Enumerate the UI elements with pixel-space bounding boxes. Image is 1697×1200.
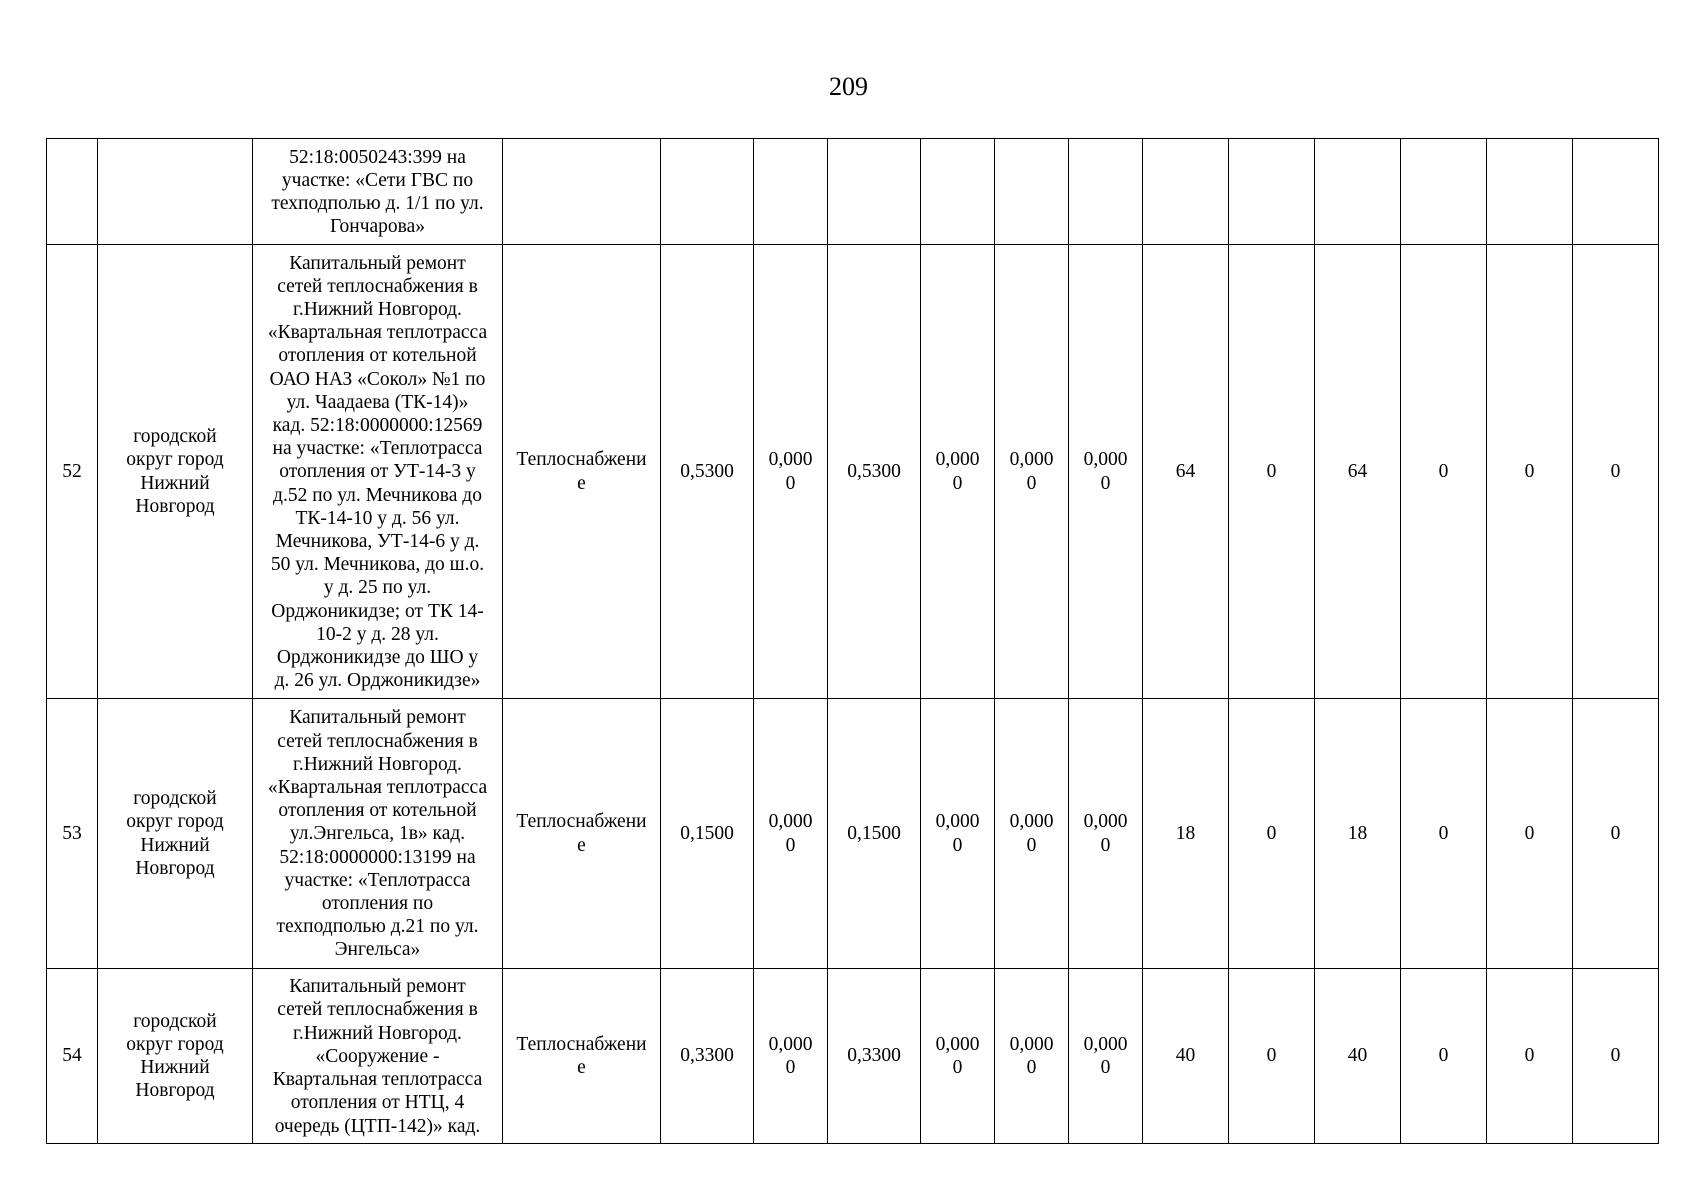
text-line: очередь (ЦТП-142)» кад. <box>274 1115 481 1137</box>
municipality-cell <box>98 969 253 1144</box>
text-line: 0 <box>1026 472 1037 494</box>
description-cell <box>253 245 503 699</box>
length-col5-cell <box>995 969 1069 1144</box>
table-row <box>47 969 1659 1144</box>
length-col6-cell <box>1069 969 1143 1144</box>
text-line: Орджоникидзе до ШО у <box>276 647 479 669</box>
text-line: г.Нижний Новгород. <box>293 298 462 320</box>
cost-col6-cell <box>1573 139 1659 245</box>
text-line: сетей теплоснабжения в <box>277 999 478 1021</box>
cost-col5-cell: 0 <box>1487 245 1573 699</box>
cost-col2-cell: 0 <box>1229 969 1315 1144</box>
length-total-cell <box>661 245 754 699</box>
length-col5-cell <box>995 139 1069 245</box>
row-number-cell: 52 <box>47 245 98 699</box>
cost-col3-cell: 40 <box>1315 969 1401 1144</box>
text-line: Капитальный ремонт <box>289 707 466 729</box>
text-line: 0 <box>1100 834 1111 856</box>
supply-type-cell <box>503 245 661 699</box>
text-line: 0,000 <box>1083 449 1128 471</box>
text-line: д. 26 ул. Орджоникидзе» <box>274 670 481 692</box>
cost-col4-cell: 0 <box>1401 245 1487 699</box>
text-line: 0,000 <box>1009 449 1054 471</box>
text-line: Капитальный ремонт <box>289 976 466 998</box>
text-line: ул. Чаадаева (ТК-14)» <box>286 391 469 413</box>
text-line: Мечникова, УТ-14-6 у д. <box>275 531 480 552</box>
length-col2-cell <box>754 969 828 1144</box>
description-cell <box>253 969 503 1144</box>
text-line: городской <box>133 1010 217 1032</box>
length-col6-cell <box>1069 139 1143 245</box>
text-line: Новгород <box>135 857 215 879</box>
cost-col3-cell: 18 <box>1315 699 1401 969</box>
text-line: 0,000 <box>935 811 980 833</box>
cost-col4-cell: 0 <box>1401 699 1487 969</box>
length-col6-cell <box>1069 245 1143 699</box>
text-line: 0 <box>785 472 796 494</box>
text-line: округ город <box>126 1033 224 1055</box>
text-line: отопления по <box>321 893 434 914</box>
cost-col3-cell: 64 <box>1315 245 1401 699</box>
length-col4-cell <box>921 699 995 969</box>
text-line: 0,000 <box>1083 1033 1128 1055</box>
cost-col6-cell: 0 <box>1573 245 1659 699</box>
text-line: отопления от УТ-14-3 у <box>279 461 476 483</box>
cost-col5-cell <box>1487 139 1573 245</box>
cost-col6-cell: 0 <box>1573 969 1659 1144</box>
text-line: 0 <box>785 1057 796 1078</box>
text-line: е <box>577 834 586 856</box>
text-line: 0,5300 <box>847 460 901 482</box>
length-col6-cell <box>1069 699 1143 969</box>
length-col4-cell <box>921 139 995 245</box>
municipality-cell <box>98 139 253 245</box>
text-line: «Квартальная теплотрасса <box>267 776 488 798</box>
text-line: сетей теплоснабжения в <box>277 275 478 297</box>
text-line: 0 <box>1100 472 1111 494</box>
text-line: 10-2 у д. 28 ул. <box>316 623 439 645</box>
cost-col2-cell <box>1229 139 1315 245</box>
text-line: Энгельса» <box>334 939 421 961</box>
text-line: Новгород <box>135 495 215 517</box>
length-col2-cell <box>754 139 828 245</box>
text-line: 0,000 <box>1009 1033 1054 1055</box>
text-line: техподполью д.21 по ул. <box>276 916 479 938</box>
investment-program-table <box>46 138 1659 1144</box>
length-total-cell <box>661 969 754 1144</box>
length-col2-cell <box>754 245 828 699</box>
municipality-cell <box>98 245 253 699</box>
length-col4-cell <box>921 245 995 699</box>
text-line: Орджоникидзе; от ТК 14- <box>271 600 484 622</box>
length-total-cell <box>661 139 754 245</box>
cost-total-cell: 40 <box>1143 969 1229 1144</box>
text-line: е <box>577 1057 586 1078</box>
text-line: городской <box>133 788 217 810</box>
length-col2-cell <box>754 699 828 969</box>
text-line: 0,000 <box>935 449 980 471</box>
row-number-cell: 53 <box>47 699 98 969</box>
text-line: 0,1500 <box>680 822 734 844</box>
cost-total-cell: 18 <box>1143 699 1229 969</box>
cost-col3-cell <box>1315 139 1401 245</box>
text-line: 0 <box>1100 1057 1111 1078</box>
text-line: 0,3300 <box>680 1045 734 1067</box>
text-line: Новгород <box>135 1080 215 1102</box>
text-line: 0,5300 <box>680 460 734 482</box>
cost-col6-cell: 0 <box>1573 699 1659 969</box>
text-line: «Квартальная теплотрасса <box>267 322 488 344</box>
length-col3-cell <box>828 139 921 245</box>
text-line: 52:18:0050243:399 на <box>289 146 466 168</box>
description-cell <box>253 139 503 245</box>
table-row <box>47 245 1659 699</box>
text-line: отопления от котельной <box>278 345 477 367</box>
length-col4-cell <box>921 969 995 1144</box>
text-line: Квартальная теплотрасса <box>272 1069 483 1091</box>
text-line: ул.Энгельса, 1в» кад. <box>289 823 466 845</box>
text-line: 0,000 <box>1009 811 1054 833</box>
text-line: г.Нижний Новгород. <box>293 1022 462 1044</box>
text-line: Теплоснабжени <box>516 811 647 833</box>
cost-col5-cell: 0 <box>1487 969 1573 1144</box>
text-line: Нижний <box>140 1057 210 1078</box>
text-line: округ город <box>126 449 224 471</box>
page-number: 209 <box>829 72 868 101</box>
text-line: Нижний <box>140 834 210 856</box>
cost-col4-cell <box>1401 139 1487 245</box>
cost-col4-cell: 0 <box>1401 969 1487 1144</box>
text-line: техподполью д. 1/1 по ул. <box>271 193 484 214</box>
supply-type-cell <box>503 969 661 1144</box>
text-line: городской <box>133 426 217 448</box>
text-line: Теплоснабжени <box>516 449 647 471</box>
text-line: 52:18:0000000:13199 на <box>279 846 476 868</box>
text-line: участке: «Теплотрасса <box>284 869 471 891</box>
text-line: 0 <box>952 1057 963 1078</box>
text-line: 0,000 <box>935 1033 980 1055</box>
length-col3-cell <box>828 699 921 969</box>
length-col5-cell <box>995 699 1069 969</box>
length-col5-cell <box>995 245 1069 699</box>
text-line: участке: «Сети ГВС по <box>281 169 474 191</box>
text-line: 0,000 <box>768 449 813 471</box>
row-number-cell <box>47 139 98 245</box>
text-line: 0,000 <box>768 1033 813 1055</box>
text-line: на участке: «Теплотрасса <box>272 438 483 460</box>
text-line: д.52 по ул. Мечникова до <box>273 484 482 506</box>
cost-col2-cell: 0 <box>1229 699 1315 969</box>
text-line: Капитальный ремонт <box>289 252 466 274</box>
text-line: ТК-14-10 у д. 56 ул. <box>295 507 460 529</box>
cost-col2-cell: 0 <box>1229 245 1315 699</box>
text-line: сетей теплоснабжения в <box>277 730 478 752</box>
text-line: 0 <box>1026 1057 1037 1078</box>
row-number-cell: 54 <box>47 969 98 1144</box>
text-line: Нижний <box>140 472 210 494</box>
text-line: отопления от котельной <box>278 800 477 822</box>
text-line: округ город <box>126 811 224 833</box>
supply-type-cell <box>503 699 661 969</box>
text-line: 0,3300 <box>847 1045 901 1067</box>
municipality-cell <box>98 699 253 969</box>
text-line: ОАО НАЗ «Сокол» №1 по <box>269 368 486 390</box>
supply-type-cell <box>503 139 661 245</box>
text-line: Теплоснабжени <box>516 1033 647 1055</box>
cost-col5-cell: 0 <box>1487 699 1573 969</box>
length-total-cell <box>661 699 754 969</box>
table-row <box>47 699 1659 969</box>
text-line: «Сооружение - <box>315 1045 440 1067</box>
text-line: у д. 25 по ул. <box>323 577 432 599</box>
text-line: 0,000 <box>1083 811 1128 833</box>
cost-total-cell: 64 <box>1143 245 1229 699</box>
text-line: 0,1500 <box>847 822 901 844</box>
length-col3-cell <box>828 969 921 1144</box>
text-line: 0 <box>785 834 796 856</box>
length-col3-cell <box>828 245 921 699</box>
text-line: отопления от НТЦ, 4 <box>290 1092 465 1114</box>
table-row <box>47 139 1659 245</box>
text-line: 0 <box>1026 834 1037 856</box>
text-line: г.Нижний Новгород. <box>293 753 462 775</box>
text-line: кад. 52:18:0000000:12569 <box>272 414 483 436</box>
text-line: Гончарова» <box>329 216 426 238</box>
text-line: 0 <box>952 472 963 494</box>
text-line: 0 <box>952 834 963 856</box>
cost-total-cell <box>1143 139 1229 245</box>
text-line: 50 ул. Мечникова, до ш.о. <box>270 554 485 576</box>
text-line: 0,000 <box>768 811 813 833</box>
text-line: е <box>577 472 586 494</box>
description-cell <box>253 699 503 969</box>
